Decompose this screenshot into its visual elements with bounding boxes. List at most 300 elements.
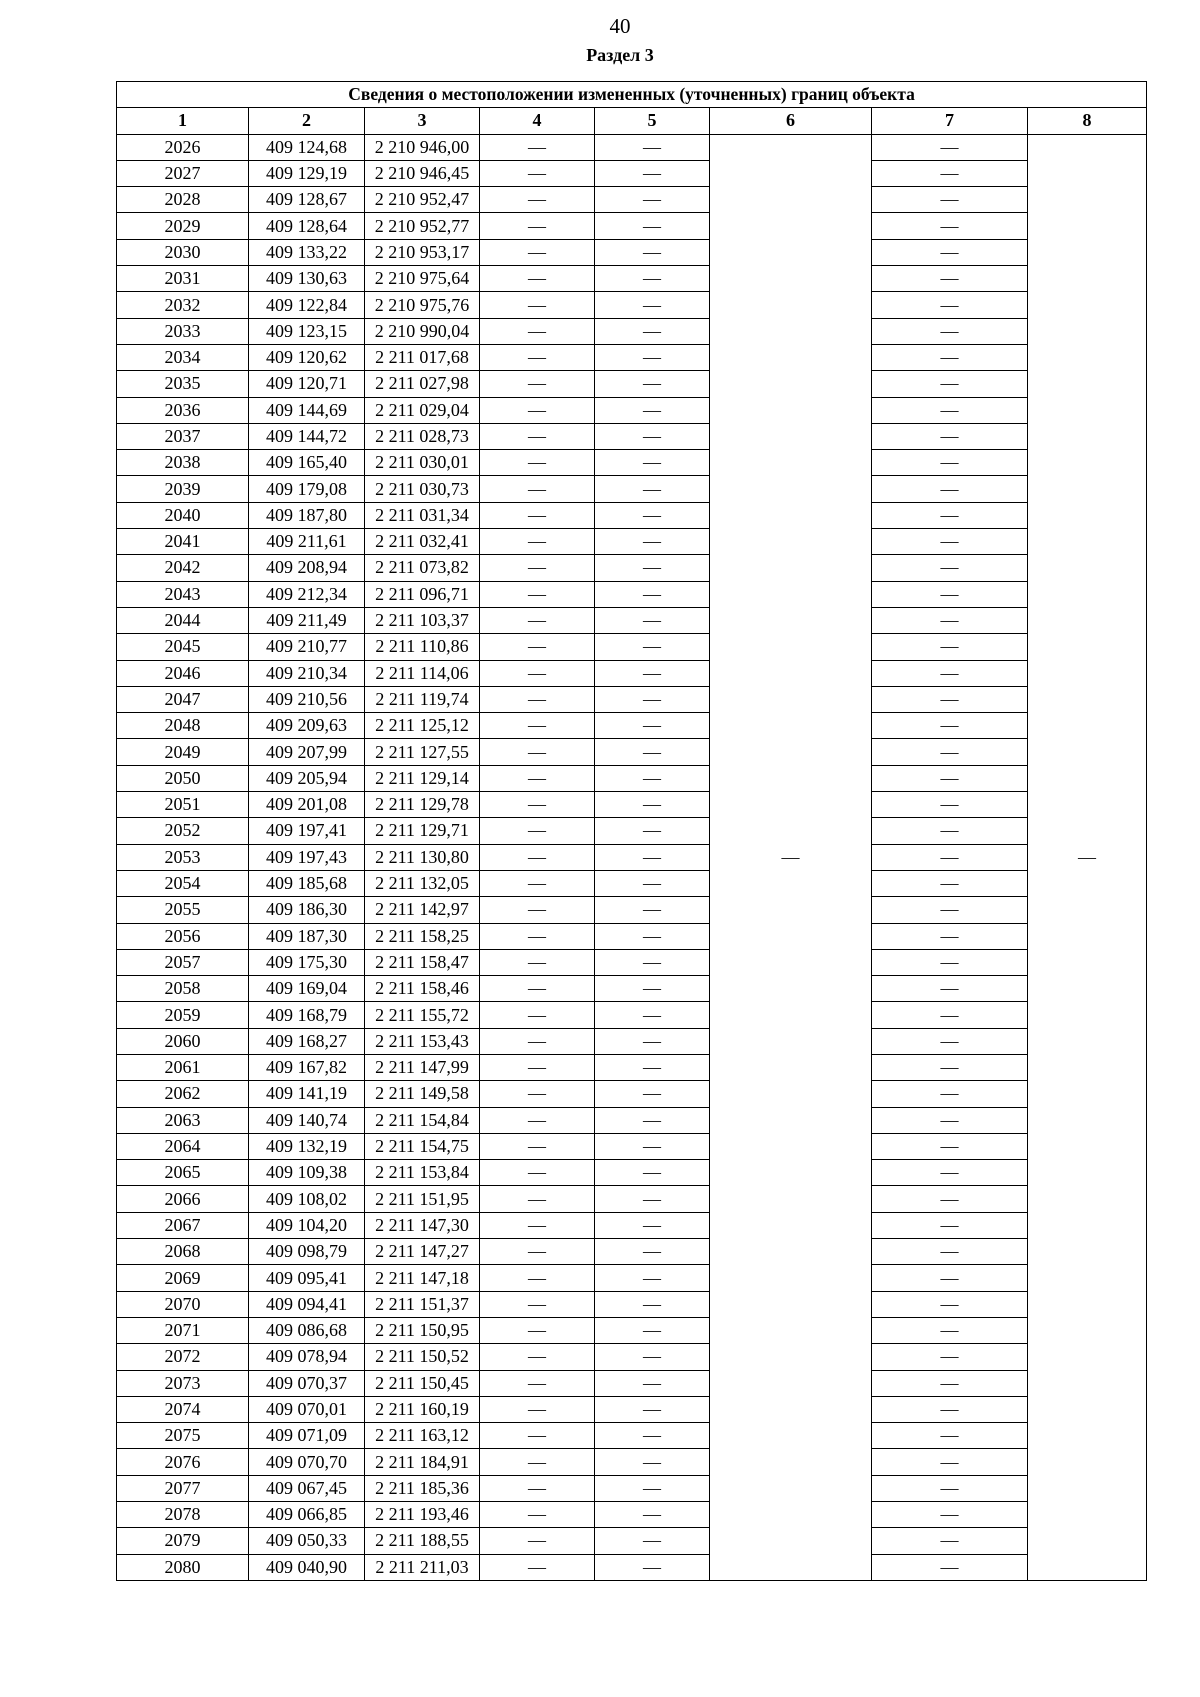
- point-number-cell: 2079: [117, 1528, 249, 1554]
- point-number-cell: 2048: [117, 713, 249, 739]
- col7-cell: —: [872, 818, 1028, 844]
- col7-cell: —: [872, 239, 1028, 265]
- column-header-7: 7: [872, 108, 1028, 134]
- y-coordinate-cell: 2 211 151,37: [365, 1291, 480, 1317]
- col7-cell: —: [872, 555, 1028, 581]
- point-number-cell: 2072: [117, 1344, 249, 1370]
- y-coordinate-cell: 2 211 130,80: [365, 844, 480, 870]
- col4-cell: —: [480, 1396, 595, 1422]
- col5-cell: —: [595, 1081, 710, 1107]
- table-row: [117, 292, 1147, 318]
- col5-cell: —: [595, 1133, 710, 1159]
- col5-cell: —: [595, 134, 710, 160]
- point-number-cell: 2067: [117, 1212, 249, 1238]
- table-row: [117, 739, 1147, 765]
- x-coordinate-cell: 409 208,94: [249, 555, 365, 581]
- col7-cell: —: [872, 923, 1028, 949]
- x-coordinate-cell: 409 070,37: [249, 1370, 365, 1396]
- y-coordinate-cell: 2 211 073,82: [365, 555, 480, 581]
- table-row: [117, 949, 1147, 975]
- y-coordinate-cell: 2 211 027,98: [365, 371, 480, 397]
- table-row: [117, 239, 1147, 265]
- table-row: [117, 450, 1147, 476]
- col4-cell: —: [480, 818, 595, 844]
- table-row: [117, 607, 1147, 633]
- y-coordinate-cell: 2 211 184,91: [365, 1449, 480, 1475]
- col5-cell: —: [595, 213, 710, 239]
- y-coordinate-cell: 2 211 158,46: [365, 976, 480, 1002]
- col5-cell: —: [595, 1002, 710, 1028]
- x-coordinate-cell: 409 144,69: [249, 397, 365, 423]
- x-coordinate-cell: 409 066,85: [249, 1502, 365, 1528]
- point-number-cell: 2034: [117, 344, 249, 370]
- x-coordinate-cell: 409 086,68: [249, 1317, 365, 1343]
- col4-cell: —: [480, 529, 595, 555]
- col5-cell: —: [595, 870, 710, 896]
- col7-cell: —: [872, 1475, 1028, 1501]
- table-row: [117, 634, 1147, 660]
- point-number-cell: 2060: [117, 1028, 249, 1054]
- x-coordinate-cell: 409 197,43: [249, 844, 365, 870]
- y-coordinate-cell: 2 211 114,06: [365, 660, 480, 686]
- col4-cell: —: [480, 1028, 595, 1054]
- x-coordinate-cell: 409 070,70: [249, 1449, 365, 1475]
- coordinates-table: [116, 81, 1147, 1581]
- col4-cell: —: [480, 634, 595, 660]
- col4-cell: —: [480, 1002, 595, 1028]
- x-coordinate-cell: 409 108,02: [249, 1186, 365, 1212]
- col4-cell: —: [480, 1370, 595, 1396]
- col5-cell: —: [595, 1028, 710, 1054]
- table-row: [117, 792, 1147, 818]
- col5-cell: —: [595, 1265, 710, 1291]
- merged-col6-cell: —: [710, 134, 872, 1580]
- x-coordinate-cell: 409 133,22: [249, 239, 365, 265]
- col5-cell: —: [595, 1370, 710, 1396]
- col7-cell: —: [872, 1396, 1028, 1422]
- point-number-cell: 2062: [117, 1081, 249, 1107]
- table-row: [117, 1054, 1147, 1080]
- col4-cell: —: [480, 1502, 595, 1528]
- y-coordinate-cell: 2 211 193,46: [365, 1502, 480, 1528]
- y-coordinate-cell: 2 210 946,45: [365, 160, 480, 186]
- col5-cell: —: [595, 397, 710, 423]
- table-row: [117, 529, 1147, 555]
- x-coordinate-cell: 409 122,84: [249, 292, 365, 318]
- column-header-6: 6: [710, 108, 872, 134]
- col7-cell: —: [872, 397, 1028, 423]
- col4-cell: —: [480, 1081, 595, 1107]
- x-coordinate-cell: 409 210,34: [249, 660, 365, 686]
- col7-cell: —: [872, 897, 1028, 923]
- x-coordinate-cell: 409 109,38: [249, 1160, 365, 1186]
- x-coordinate-cell: 409 071,09: [249, 1423, 365, 1449]
- col5-cell: —: [595, 450, 710, 476]
- table-row: [117, 1502, 1147, 1528]
- point-number-cell: 2041: [117, 529, 249, 555]
- table-row: [117, 476, 1147, 502]
- table-row: [117, 844, 1147, 870]
- x-coordinate-cell: 409 175,30: [249, 949, 365, 975]
- section-title: Раздел 3: [586, 45, 654, 65]
- col4-cell: —: [480, 686, 595, 712]
- col4-cell: —: [480, 581, 595, 607]
- col4-cell: —: [480, 1554, 595, 1580]
- col7-cell: —: [872, 1291, 1028, 1317]
- x-coordinate-cell: 409 210,77: [249, 634, 365, 660]
- col7-cell: —: [872, 476, 1028, 502]
- y-coordinate-cell: 2 211 132,05: [365, 870, 480, 896]
- table-row: [117, 160, 1147, 186]
- x-coordinate-cell: 409 197,41: [249, 818, 365, 844]
- col7-cell: —: [872, 949, 1028, 975]
- y-coordinate-cell: 2 211 150,52: [365, 1344, 480, 1370]
- y-coordinate-cell: 2 211 147,30: [365, 1212, 480, 1238]
- table-row: [117, 1449, 1147, 1475]
- y-coordinate-cell: 2 210 975,64: [365, 266, 480, 292]
- table-row: [117, 923, 1147, 949]
- y-coordinate-cell: 2 211 211,03: [365, 1554, 480, 1580]
- col4-cell: —: [480, 739, 595, 765]
- col5-cell: —: [595, 844, 710, 870]
- col7-cell: —: [872, 713, 1028, 739]
- col5-cell: —: [595, 1423, 710, 1449]
- column-header-3: 3: [365, 108, 480, 134]
- col7-cell: —: [872, 1265, 1028, 1291]
- col7-cell: —: [872, 1528, 1028, 1554]
- point-number-cell: 2053: [117, 844, 249, 870]
- x-coordinate-cell: 409 129,19: [249, 160, 365, 186]
- table-row: [117, 660, 1147, 686]
- col4-cell: —: [480, 1107, 595, 1133]
- table-row: [117, 1133, 1147, 1159]
- y-coordinate-cell: 2 210 946,00: [365, 134, 480, 160]
- col5-cell: —: [595, 818, 710, 844]
- y-coordinate-cell: 2 210 952,77: [365, 213, 480, 239]
- col7-cell: —: [872, 160, 1028, 186]
- x-coordinate-cell: 409 211,61: [249, 529, 365, 555]
- col7-cell: —: [872, 1502, 1028, 1528]
- col5-cell: —: [595, 1291, 710, 1317]
- col4-cell: —: [480, 344, 595, 370]
- point-number-cell: 2029: [117, 213, 249, 239]
- col5-cell: —: [595, 529, 710, 555]
- x-coordinate-cell: 409 187,30: [249, 923, 365, 949]
- col5-cell: —: [595, 1160, 710, 1186]
- y-coordinate-cell: 2 211 142,97: [365, 897, 480, 923]
- column-header-5: 5: [595, 108, 710, 134]
- column-header-1: 1: [117, 108, 249, 134]
- table-header: [117, 82, 1147, 135]
- col4-cell: —: [480, 1449, 595, 1475]
- col7-cell: —: [872, 1107, 1028, 1133]
- point-number-cell: 2051: [117, 792, 249, 818]
- point-number-cell: 2038: [117, 450, 249, 476]
- point-number-cell: 2054: [117, 870, 249, 896]
- y-coordinate-cell: 2 210 990,04: [365, 318, 480, 344]
- point-number-cell: 2043: [117, 581, 249, 607]
- table-row: [117, 213, 1147, 239]
- col7-cell: —: [872, 1554, 1028, 1580]
- col5-cell: —: [595, 1344, 710, 1370]
- col4-cell: —: [480, 450, 595, 476]
- point-number-cell: 2056: [117, 923, 249, 949]
- col7-cell: —: [872, 792, 1028, 818]
- x-coordinate-cell: 409 207,99: [249, 739, 365, 765]
- table-row: [117, 1344, 1147, 1370]
- table-row: [117, 1554, 1147, 1580]
- table-row: [117, 371, 1147, 397]
- table-row: [117, 502, 1147, 528]
- point-number-cell: 2031: [117, 266, 249, 292]
- col7-cell: —: [872, 213, 1028, 239]
- table-row: [117, 555, 1147, 581]
- column-number-row: [117, 108, 1147, 134]
- point-number-cell: 2070: [117, 1291, 249, 1317]
- y-coordinate-cell: 2 211 125,12: [365, 713, 480, 739]
- x-coordinate-cell: 409 120,71: [249, 371, 365, 397]
- table-row: [117, 870, 1147, 896]
- col4-cell: —: [480, 976, 595, 1002]
- col5-cell: —: [595, 266, 710, 292]
- col4-cell: —: [480, 1133, 595, 1159]
- x-coordinate-cell: 409 130,63: [249, 266, 365, 292]
- col5-cell: —: [595, 686, 710, 712]
- col5-cell: —: [595, 1396, 710, 1422]
- x-coordinate-cell: 409 205,94: [249, 765, 365, 791]
- x-coordinate-cell: 409 185,68: [249, 870, 365, 896]
- point-number-cell: 2066: [117, 1186, 249, 1212]
- y-coordinate-cell: 2 211 147,18: [365, 1265, 480, 1291]
- point-number-cell: 2058: [117, 976, 249, 1002]
- point-number-cell: 2046: [117, 660, 249, 686]
- col5-cell: —: [595, 634, 710, 660]
- col7-cell: —: [872, 450, 1028, 476]
- col4-cell: —: [480, 397, 595, 423]
- point-number-cell: 2027: [117, 160, 249, 186]
- col4-cell: —: [480, 765, 595, 791]
- col4-cell: —: [480, 266, 595, 292]
- y-coordinate-cell: 2 211 185,36: [365, 1475, 480, 1501]
- col5-cell: —: [595, 502, 710, 528]
- y-coordinate-cell: 2 211 029,04: [365, 397, 480, 423]
- table-row: [117, 1107, 1147, 1133]
- col5-cell: —: [595, 1107, 710, 1133]
- y-coordinate-cell: 2 211 150,45: [365, 1370, 480, 1396]
- x-coordinate-cell: 409 095,41: [249, 1265, 365, 1291]
- col7-cell: —: [872, 529, 1028, 555]
- x-coordinate-cell: 409 124,68: [249, 134, 365, 160]
- y-coordinate-cell: 2 211 158,47: [365, 949, 480, 975]
- point-number-cell: 2059: [117, 1002, 249, 1028]
- col7-cell: —: [872, 1449, 1028, 1475]
- x-coordinate-cell: 409 067,45: [249, 1475, 365, 1501]
- point-number-cell: 2055: [117, 897, 249, 923]
- point-number-cell: 2063: [117, 1107, 249, 1133]
- x-coordinate-cell: 409 165,40: [249, 450, 365, 476]
- point-number-cell: 2065: [117, 1160, 249, 1186]
- col7-cell: —: [872, 1133, 1028, 1159]
- point-number-cell: 2069: [117, 1265, 249, 1291]
- table-row: [117, 1423, 1147, 1449]
- col4-cell: —: [480, 160, 595, 186]
- col7-cell: —: [872, 739, 1028, 765]
- col7-cell: —: [872, 1028, 1028, 1054]
- point-number-cell: 2037: [117, 423, 249, 449]
- col7-cell: —: [872, 1212, 1028, 1238]
- y-coordinate-cell: 2 211 032,41: [365, 529, 480, 555]
- col7-cell: —: [872, 292, 1028, 318]
- y-coordinate-cell: 2 211 096,71: [365, 581, 480, 607]
- table-row: [117, 897, 1147, 923]
- col7-cell: —: [872, 976, 1028, 1002]
- col5-cell: —: [595, 1317, 710, 1343]
- col5-cell: —: [595, 1475, 710, 1501]
- table-row: [117, 187, 1147, 213]
- x-coordinate-cell: 409 212,34: [249, 581, 365, 607]
- col7-cell: —: [872, 318, 1028, 344]
- point-number-cell: 2026: [117, 134, 249, 160]
- table-row: [117, 581, 1147, 607]
- col5-cell: —: [595, 1054, 710, 1080]
- col7-cell: —: [872, 581, 1028, 607]
- col4-cell: —: [480, 1528, 595, 1554]
- point-number-cell: 2030: [117, 239, 249, 265]
- x-coordinate-cell: 409 098,79: [249, 1239, 365, 1265]
- y-coordinate-cell: 2 211 163,12: [365, 1423, 480, 1449]
- y-coordinate-cell: 2 211 030,73: [365, 476, 480, 502]
- point-number-cell: 2042: [117, 555, 249, 581]
- point-number-cell: 2049: [117, 739, 249, 765]
- table-row: [117, 1002, 1147, 1028]
- y-coordinate-cell: 2 210 953,17: [365, 239, 480, 265]
- point-number-cell: 2078: [117, 1502, 249, 1528]
- col5-cell: —: [595, 1449, 710, 1475]
- x-coordinate-cell: 409 144,72: [249, 423, 365, 449]
- x-coordinate-cell: 409 104,20: [249, 1212, 365, 1238]
- point-number-cell: 2036: [117, 397, 249, 423]
- col7-cell: —: [872, 1239, 1028, 1265]
- col4-cell: —: [480, 187, 595, 213]
- col4-cell: —: [480, 1291, 595, 1317]
- table-row: [117, 1528, 1147, 1554]
- x-coordinate-cell: 409 128,64: [249, 213, 365, 239]
- table-row: [117, 397, 1147, 423]
- table-caption: Сведения о местоположении измененных (уточненных) границ объекта: [117, 82, 1147, 108]
- col7-cell: —: [872, 660, 1028, 686]
- x-coordinate-cell: 409 132,19: [249, 1133, 365, 1159]
- table-row: [117, 1028, 1147, 1054]
- col4-cell: —: [480, 1475, 595, 1501]
- point-number-cell: 2033: [117, 318, 249, 344]
- col5-cell: —: [595, 371, 710, 397]
- table-row: [117, 266, 1147, 292]
- merged-col8-cell: —: [1028, 134, 1147, 1580]
- x-coordinate-cell: 409 094,41: [249, 1291, 365, 1317]
- table-row: [117, 976, 1147, 1002]
- col5-cell: —: [595, 976, 710, 1002]
- table-row: [117, 1317, 1147, 1343]
- table-row: [117, 1186, 1147, 1212]
- col7-cell: —: [872, 344, 1028, 370]
- col7-cell: —: [872, 844, 1028, 870]
- col4-cell: —: [480, 923, 595, 949]
- y-coordinate-cell: 2 211 028,73: [365, 423, 480, 449]
- col5-cell: —: [595, 739, 710, 765]
- point-number-cell: 2075: [117, 1423, 249, 1449]
- x-coordinate-cell: 409 167,82: [249, 1054, 365, 1080]
- col5-cell: —: [595, 187, 710, 213]
- x-coordinate-cell: 409 050,33: [249, 1528, 365, 1554]
- col4-cell: —: [480, 502, 595, 528]
- col5-cell: —: [595, 318, 710, 344]
- y-coordinate-cell: 2 211 160,19: [365, 1396, 480, 1422]
- point-number-cell: 2028: [117, 187, 249, 213]
- col5-cell: —: [595, 1186, 710, 1212]
- y-coordinate-cell: 2 211 127,55: [365, 739, 480, 765]
- col4-cell: —: [480, 239, 595, 265]
- table-row: [117, 1081, 1147, 1107]
- col7-cell: —: [872, 1370, 1028, 1396]
- col4-cell: —: [480, 318, 595, 344]
- col4-cell: —: [480, 213, 595, 239]
- x-coordinate-cell: 409 140,74: [249, 1107, 365, 1133]
- col4-cell: —: [480, 1212, 595, 1238]
- x-coordinate-cell: 409 209,63: [249, 713, 365, 739]
- point-number-cell: 2068: [117, 1239, 249, 1265]
- col7-cell: —: [872, 1081, 1028, 1107]
- table-row: [117, 1265, 1147, 1291]
- col7-cell: —: [872, 266, 1028, 292]
- col4-cell: —: [480, 134, 595, 160]
- y-coordinate-cell: 2 211 153,43: [365, 1028, 480, 1054]
- point-number-cell: 2050: [117, 765, 249, 791]
- column-header-4: 4: [480, 108, 595, 134]
- col5-cell: —: [595, 1502, 710, 1528]
- y-coordinate-cell: 2 210 952,47: [365, 187, 480, 213]
- table-row: [117, 423, 1147, 449]
- col4-cell: —: [480, 1423, 595, 1449]
- point-number-cell: 2074: [117, 1396, 249, 1422]
- col5-cell: —: [595, 1239, 710, 1265]
- col5-cell: —: [595, 607, 710, 633]
- col5-cell: —: [595, 1554, 710, 1580]
- col5-cell: —: [595, 1212, 710, 1238]
- col7-cell: —: [872, 134, 1028, 160]
- col7-cell: —: [872, 1317, 1028, 1343]
- y-coordinate-cell: 2 211 158,25: [365, 923, 480, 949]
- column-header-2: 2: [249, 108, 365, 134]
- col5-cell: —: [595, 423, 710, 449]
- col4-cell: —: [480, 555, 595, 581]
- col7-cell: —: [872, 1054, 1028, 1080]
- col4-cell: —: [480, 792, 595, 818]
- point-number-cell: 2077: [117, 1475, 249, 1501]
- col7-cell: —: [872, 607, 1028, 633]
- table-row: [117, 765, 1147, 791]
- table-row: [117, 1396, 1147, 1422]
- y-coordinate-cell: 2 211 147,27: [365, 1239, 480, 1265]
- table-row: [117, 1212, 1147, 1238]
- table-row: [117, 1475, 1147, 1501]
- col5-cell: —: [595, 660, 710, 686]
- x-coordinate-cell: 409 211,49: [249, 607, 365, 633]
- col5-cell: —: [595, 581, 710, 607]
- point-number-cell: 2032: [117, 292, 249, 318]
- table-row: [117, 318, 1147, 344]
- y-coordinate-cell: 2 211 151,95: [365, 1186, 480, 1212]
- col7-cell: —: [872, 870, 1028, 896]
